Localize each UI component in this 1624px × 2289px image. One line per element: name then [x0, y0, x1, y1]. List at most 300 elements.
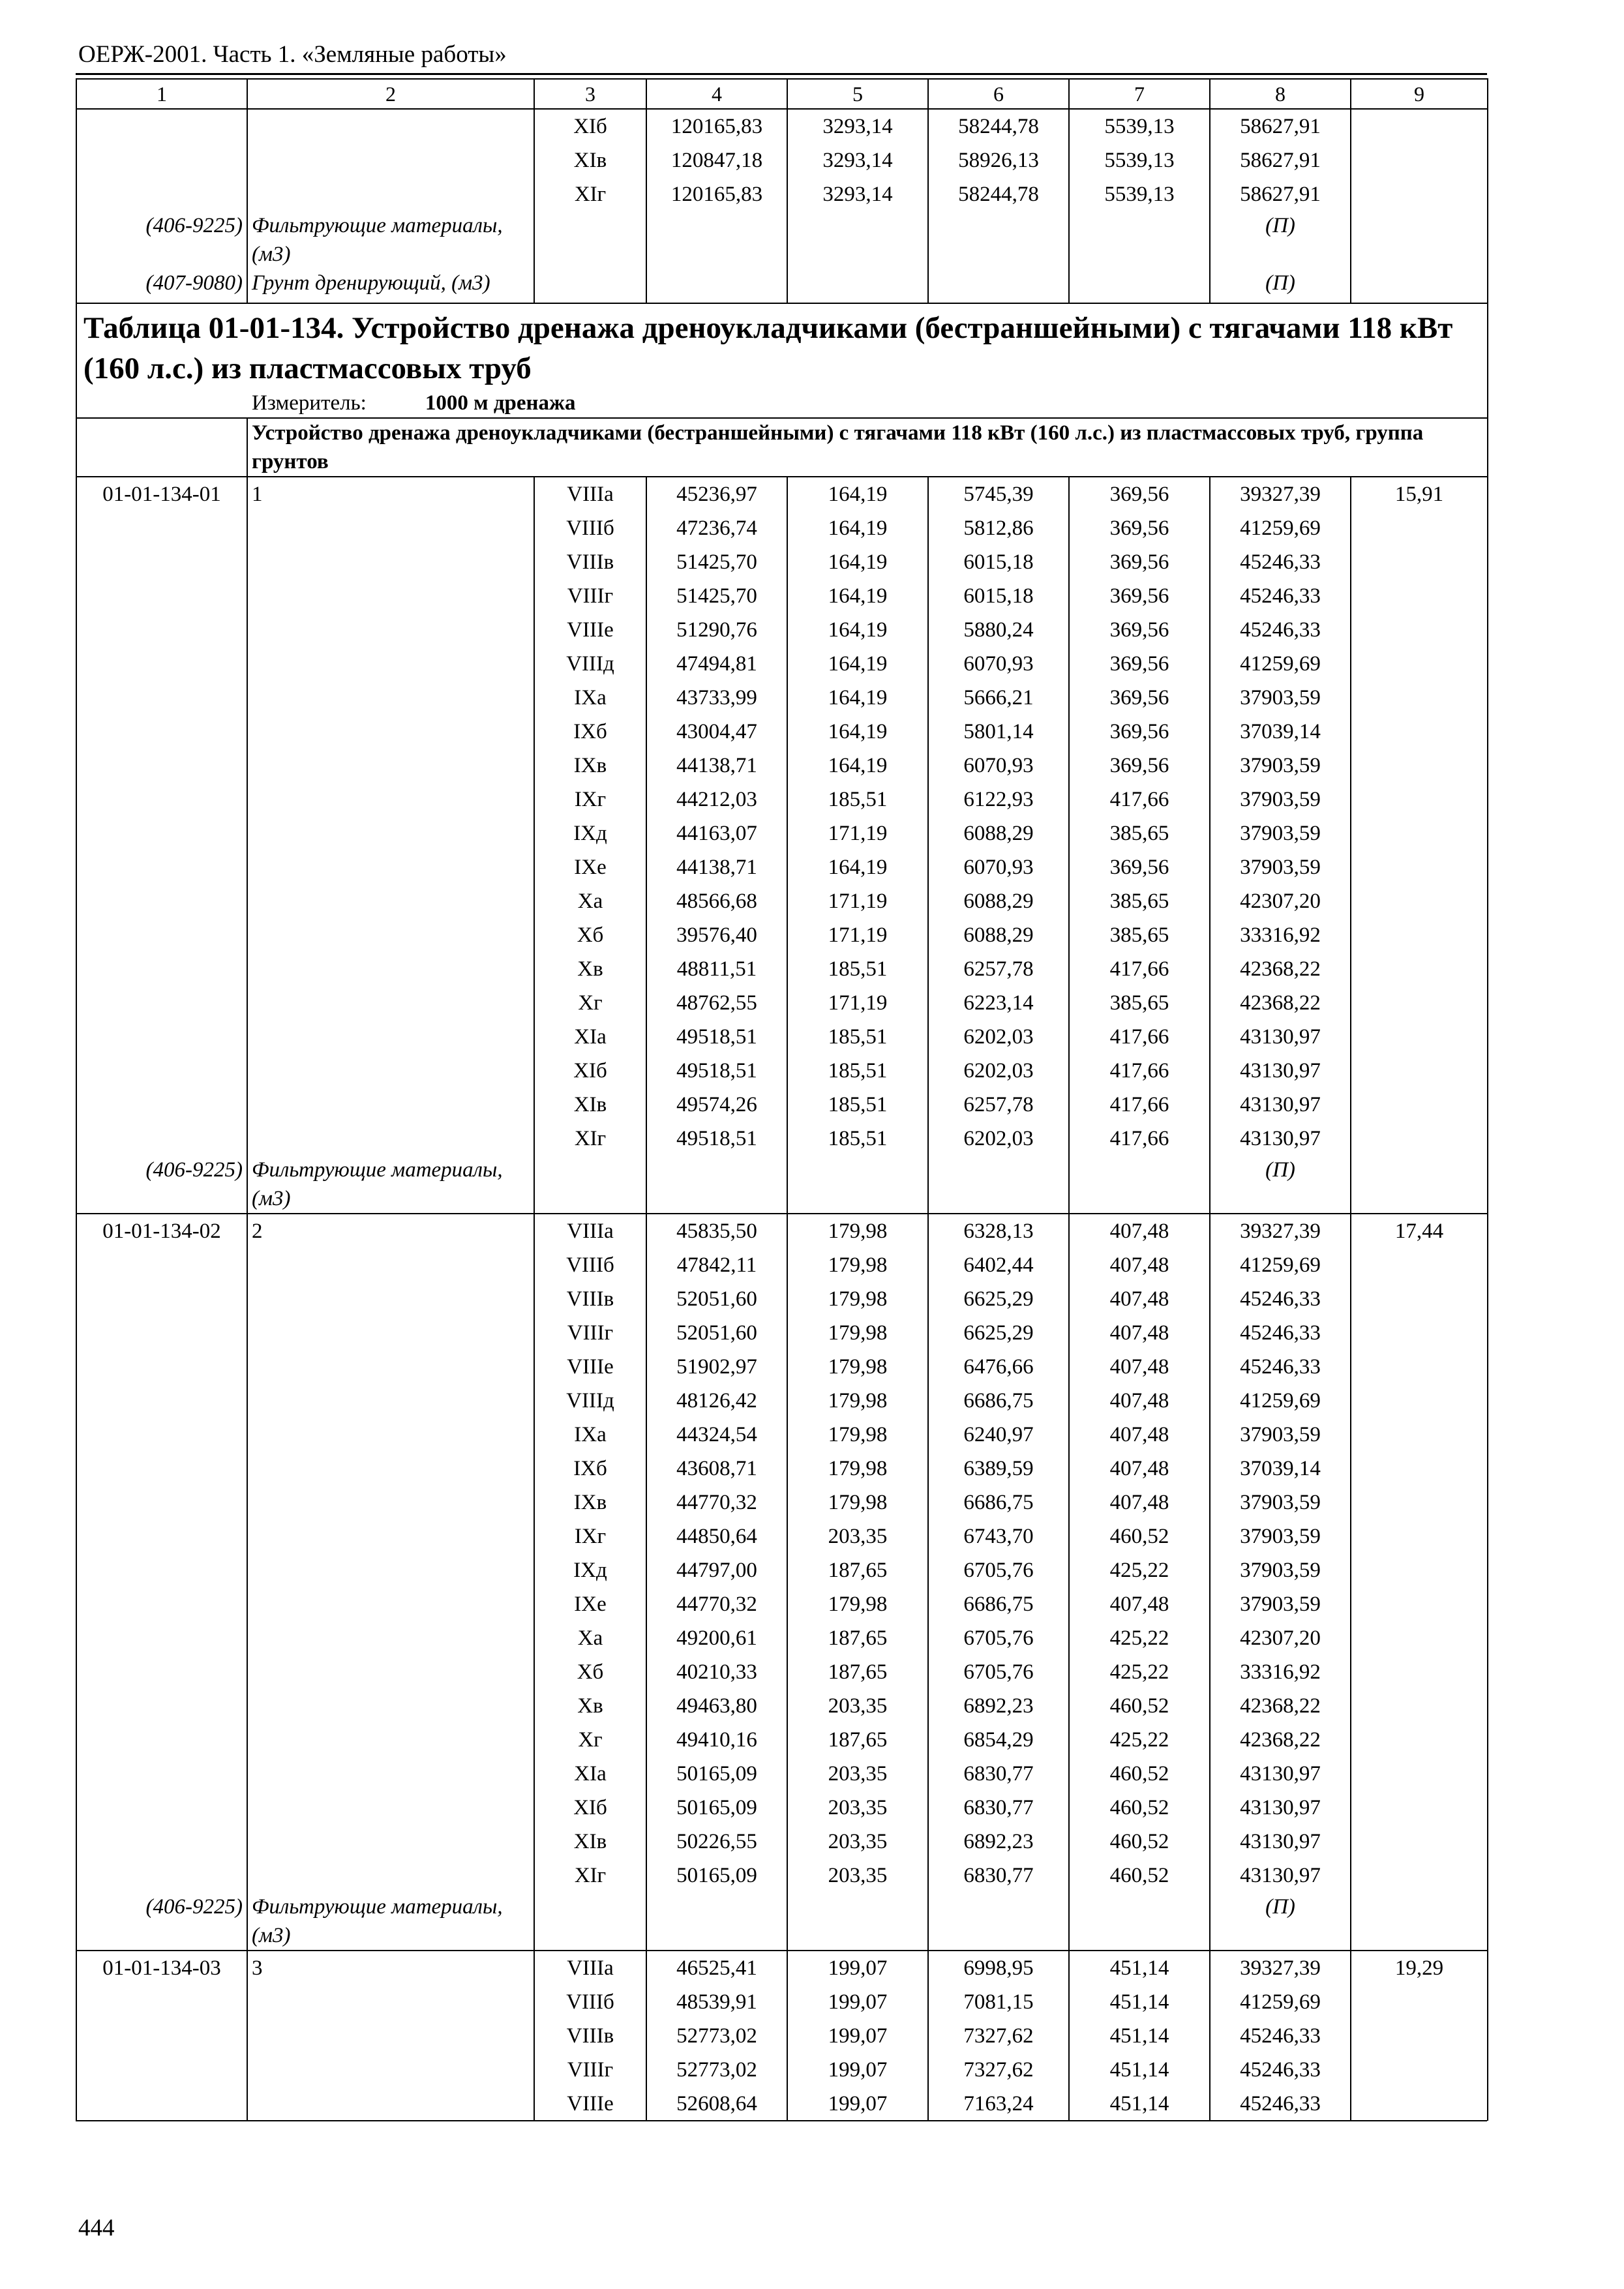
value-cell: 171,19: [787, 816, 928, 850]
column-number: 8: [1210, 79, 1351, 109]
group-cell: [247, 1282, 534, 1316]
col9-cell: [1351, 1486, 1488, 1519]
table-row: [76, 177, 1488, 211]
value-cell: 41259,69: [1210, 1248, 1351, 1282]
table-row: [76, 1214, 1488, 1248]
name-cell: [247, 143, 534, 177]
code-cell: [76, 952, 247, 986]
table-row: [76, 1859, 1488, 1893]
group-cell: [247, 2087, 534, 2121]
table-row: [76, 1951, 1488, 1985]
value-cell: 6625,29: [928, 1282, 1069, 1316]
value-cell: 425,22: [1069, 1621, 1210, 1655]
code-cell: [76, 1825, 247, 1859]
value-cell: 385,65: [1069, 884, 1210, 918]
group-cell: [247, 952, 534, 986]
table-row: [76, 2019, 1488, 2053]
table-row: [76, 884, 1488, 918]
value-cell: 37039,14: [1210, 715, 1351, 749]
material-row: [76, 269, 1488, 303]
col9-cell: [1351, 511, 1488, 545]
value-cell: 50165,09: [646, 1757, 787, 1791]
soil-class-cell: IXв: [534, 749, 646, 783]
table-row: [76, 477, 1488, 511]
group-cell: [247, 986, 534, 1020]
soil-class-cell: VIIIа: [534, 477, 646, 511]
soil-class-cell: IXд: [534, 1553, 646, 1587]
code-cell: [76, 1655, 247, 1689]
col9-cell: [1351, 1757, 1488, 1791]
value-cell: 6892,23: [928, 1825, 1069, 1859]
table-row: [76, 1248, 1488, 1282]
material-row: [76, 1156, 1488, 1214]
table-row: [76, 579, 1488, 613]
value-cell: 39327,39: [1210, 477, 1351, 511]
group-cell: [247, 1553, 534, 1587]
empty-cell: [646, 211, 787, 269]
value-cell: 6686,75: [928, 1384, 1069, 1418]
soil-class-cell: VIIIе: [534, 2087, 646, 2121]
value-cell: 369,56: [1069, 545, 1210, 579]
value-cell: 45246,33: [1210, 1316, 1351, 1350]
value-cell: 369,56: [1069, 613, 1210, 647]
group-cell: [247, 1486, 534, 1519]
value-cell: 6015,18: [928, 579, 1069, 613]
value-cell: 40210,33: [646, 1655, 787, 1689]
column-number: 7: [1069, 79, 1210, 109]
empty-cell: [787, 269, 928, 303]
code-cell: [76, 1350, 247, 1384]
value-cell: 6705,76: [928, 1553, 1069, 1587]
value-cell: 43608,71: [646, 1452, 787, 1486]
code-cell: [76, 1859, 247, 1893]
value-cell: 5745,39: [928, 477, 1069, 511]
table-row: [76, 1350, 1488, 1384]
table-row: [76, 1054, 1488, 1088]
col9-cell: [1351, 1553, 1488, 1587]
soil-class-cell: Xг: [534, 986, 646, 1020]
soil-class-cell: VIIIа: [534, 1951, 646, 1985]
code-cell: [76, 986, 247, 1020]
group-cell: [247, 749, 534, 783]
group-cell: [247, 1757, 534, 1791]
value-cell: 45835,50: [646, 1214, 787, 1248]
value-cell: 6015,18: [928, 545, 1069, 579]
code-cell: [76, 1452, 247, 1486]
table-row: [76, 1452, 1488, 1486]
code-cell: [76, 715, 247, 749]
code-cell: [76, 2053, 247, 2087]
code-cell: [76, 1020, 247, 1054]
table-row: [76, 109, 1488, 143]
value-cell: 417,66: [1069, 1020, 1210, 1054]
value-cell: 39576,40: [646, 918, 787, 952]
table-row: [76, 1757, 1488, 1791]
value-cell: 43130,97: [1210, 1757, 1351, 1791]
col9-cell: [1351, 749, 1488, 783]
soil-class-cell: Xб: [534, 918, 646, 952]
code-cell: [76, 1088, 247, 1122]
code-cell: [76, 1621, 247, 1655]
value-cell: 48566,68: [646, 884, 787, 918]
soil-class-cell: VIIIб: [534, 1248, 646, 1282]
value-cell: 37903,59: [1210, 783, 1351, 816]
table-row: [76, 613, 1488, 647]
soil-class-cell: IXе: [534, 1587, 646, 1621]
value-cell: 37903,59: [1210, 850, 1351, 884]
value-cell: 199,07: [787, 1985, 928, 2019]
value-cell: 164,19: [787, 477, 928, 511]
value-cell: 49200,61: [646, 1621, 787, 1655]
value-cell: 5666,21: [928, 681, 1069, 715]
value-cell: 44770,32: [646, 1587, 787, 1621]
value-cell: 460,52: [1069, 1519, 1210, 1553]
material-name: Фильтрующие материалы, (м3): [247, 211, 534, 269]
col9-cell: [1351, 850, 1488, 884]
table-row: [76, 952, 1488, 986]
value-cell: 33316,92: [1210, 1655, 1351, 1689]
col9-cell: [1351, 545, 1488, 579]
value-cell: 451,14: [1069, 2087, 1210, 2121]
value-cell: 6122,93: [928, 783, 1069, 816]
value-cell: 187,65: [787, 1655, 928, 1689]
value-cell: 37903,59: [1210, 816, 1351, 850]
empty-cell: [646, 269, 787, 303]
code-cell: [76, 783, 247, 816]
value-cell: 48762,55: [646, 986, 787, 1020]
table-row: [76, 1519, 1488, 1553]
value-cell: 50165,09: [646, 1791, 787, 1825]
value-cell: 6686,75: [928, 1587, 1069, 1621]
soil-class-cell: IXе: [534, 850, 646, 884]
value-cell: 58627,91: [1210, 143, 1351, 177]
value-cell: 7327,62: [928, 2053, 1069, 2087]
soil-class-cell: XIа: [534, 1020, 646, 1054]
value-cell: 44797,00: [646, 1553, 787, 1587]
group-heading-cell: [247, 418, 1488, 477]
value-cell: 5539,13: [1069, 143, 1210, 177]
value-cell: 51425,70: [646, 579, 787, 613]
value-cell: 199,07: [787, 2087, 928, 2121]
value-cell: 41259,69: [1210, 647, 1351, 681]
value-cell: 185,51: [787, 952, 928, 986]
value-cell: 451,14: [1069, 2053, 1210, 2087]
code-cell: [76, 1418, 247, 1452]
group-cell: [247, 1122, 534, 1156]
soil-class-cell: XIг: [534, 177, 646, 211]
col9-cell: [1351, 1020, 1488, 1054]
value-cell: 6088,29: [928, 884, 1069, 918]
value-cell: 164,19: [787, 749, 928, 783]
value-cell: 42307,20: [1210, 1621, 1351, 1655]
value-cell: 203,35: [787, 1689, 928, 1723]
value-cell: 425,22: [1069, 1553, 1210, 1587]
code-cell: 01-01-134-03: [76, 1951, 247, 1985]
table-title-row: [76, 303, 1488, 418]
value-cell: 199,07: [787, 2019, 928, 2053]
value-cell: 120165,83: [646, 177, 787, 211]
value-cell: 6625,29: [928, 1316, 1069, 1350]
value-cell: 187,65: [787, 1553, 928, 1587]
group-heading-row: [76, 418, 1488, 477]
value-cell: 199,07: [787, 1951, 928, 1985]
value-cell: 51425,70: [646, 545, 787, 579]
group-cell: [247, 1791, 534, 1825]
soil-class-cell: VIIIг: [534, 1316, 646, 1350]
col9-cell: [1351, 1655, 1488, 1689]
value-cell: 179,98: [787, 1486, 928, 1519]
code-cell: [76, 545, 247, 579]
table-row: [76, 1418, 1488, 1452]
value-cell: 179,98: [787, 1418, 928, 1452]
group-cell: [247, 1248, 534, 1282]
soil-class-cell: XIб: [534, 1054, 646, 1088]
code-cell: [76, 1587, 247, 1621]
value-cell: 52051,60: [646, 1316, 787, 1350]
empty-cell: [928, 1156, 1069, 1214]
col9-cell: [1351, 1282, 1488, 1316]
value-cell: 451,14: [1069, 2019, 1210, 2053]
value-cell: 39327,39: [1210, 1951, 1351, 1985]
col9-cell: [1351, 1587, 1488, 1621]
group-cell: [247, 1825, 534, 1859]
value-cell: 179,98: [787, 1452, 928, 1486]
group-cell: [247, 1587, 534, 1621]
col9-cell: [1351, 783, 1488, 816]
value-cell: 43130,97: [1210, 1825, 1351, 1859]
col9-cell: [1351, 884, 1488, 918]
value-cell: 49518,51: [646, 1122, 787, 1156]
empty-cell: [787, 211, 928, 269]
value-cell: 44212,03: [646, 783, 787, 816]
column-number-row: [76, 79, 1488, 109]
soil-class-cell: XIв: [534, 1825, 646, 1859]
value-cell: 41259,69: [1210, 511, 1351, 545]
column-number: 4: [646, 79, 787, 109]
column-number: 3: [534, 79, 646, 109]
table-row: [76, 986, 1488, 1020]
value-cell: 58627,91: [1210, 109, 1351, 143]
value-cell: 369,56: [1069, 511, 1210, 545]
group-cell: [247, 511, 534, 545]
table-row: [76, 511, 1488, 545]
value-cell: 49518,51: [646, 1020, 787, 1054]
empty-cell: [928, 1893, 1069, 1951]
group-cell: [247, 850, 534, 884]
group-cell: [247, 715, 534, 749]
value-cell: 185,51: [787, 1020, 928, 1054]
value-cell: 6892,23: [928, 1689, 1069, 1723]
soil-class-cell: Xа: [534, 1621, 646, 1655]
unit-line: [81, 389, 1483, 417]
code-cell: [76, 1985, 247, 2019]
value-cell: 6202,03: [928, 1020, 1069, 1054]
soil-class-cell: XIб: [534, 109, 646, 143]
value-cell: 51290,76: [646, 613, 787, 647]
value-cell: 44324,54: [646, 1418, 787, 1452]
soil-class-cell: XIг: [534, 1859, 646, 1893]
code-cell: [76, 511, 247, 545]
table-row: [76, 1791, 1488, 1825]
empty-cell: [1351, 1893, 1488, 1951]
value-cell: 43130,97: [1210, 1054, 1351, 1088]
group-cell: 2: [247, 1214, 534, 1248]
group-cell: [247, 2053, 534, 2087]
soil-class-cell: VIIIд: [534, 647, 646, 681]
value-cell: 185,51: [787, 783, 928, 816]
col9-cell: [1351, 2053, 1488, 2087]
col9-cell: [1351, 143, 1488, 177]
value-cell: 460,52: [1069, 1757, 1210, 1791]
group-cell: 1: [247, 477, 534, 511]
empty-cell: [534, 269, 646, 303]
value-cell: 417,66: [1069, 952, 1210, 986]
col9-cell: [1351, 715, 1488, 749]
value-cell: 42368,22: [1210, 952, 1351, 986]
column-number: 5: [787, 79, 928, 109]
code-cell: 01-01-134-02: [76, 1214, 247, 1248]
header-rule: [76, 73, 1487, 75]
value-cell: 41259,69: [1210, 1384, 1351, 1418]
value-cell: 42368,22: [1210, 986, 1351, 1020]
soil-class-cell: VIIIд: [534, 1384, 646, 1418]
value-cell: 179,98: [787, 1587, 928, 1621]
value-cell: 3293,14: [787, 109, 928, 143]
value-cell: 451,14: [1069, 1985, 1210, 2019]
col9-cell: 15,91: [1351, 477, 1488, 511]
soil-class-cell: XIв: [534, 143, 646, 177]
value-cell: 369,56: [1069, 647, 1210, 681]
value-cell: 45246,33: [1210, 579, 1351, 613]
value-cell: 5801,14: [928, 715, 1069, 749]
table-row: [76, 1316, 1488, 1350]
empty-cell: [787, 1156, 928, 1214]
price-table: [76, 78, 1488, 2121]
value-cell: 164,19: [787, 545, 928, 579]
value-cell: 6743,70: [928, 1519, 1069, 1553]
empty-cell: [646, 1893, 787, 1951]
code-cell: [76, 1248, 247, 1282]
empty-cell: [1351, 1156, 1488, 1214]
col9-cell: [1351, 1248, 1488, 1282]
value-cell: 44138,71: [646, 749, 787, 783]
group-cell: [247, 579, 534, 613]
code-cell: [76, 647, 247, 681]
value-cell: 407,48: [1069, 1350, 1210, 1384]
group-cell: [247, 1985, 534, 2019]
col9-cell: [1351, 1519, 1488, 1553]
value-cell: 47842,11: [646, 1248, 787, 1282]
soil-class-cell: IXа: [534, 1418, 646, 1452]
group-cell: 3: [247, 1951, 534, 1985]
soil-class-cell: XIб: [534, 1791, 646, 1825]
soil-class-cell: IXг: [534, 1519, 646, 1553]
value-cell: 43733,99: [646, 681, 787, 715]
page-header: ОЕРЖ-2001. Часть 1. «Земляные работы»: [78, 41, 507, 68]
group-cell: [247, 2019, 534, 2053]
soil-class-cell: XIг: [534, 1122, 646, 1156]
table-row: [76, 545, 1488, 579]
value-cell: 50226,55: [646, 1825, 787, 1859]
value-cell: 44770,32: [646, 1486, 787, 1519]
value-cell: 5539,13: [1069, 177, 1210, 211]
value-cell: 171,19: [787, 986, 928, 1020]
material-code: (406-9225): [76, 1893, 247, 1951]
group-cell: [247, 1088, 534, 1122]
soil-class-cell: Xа: [534, 884, 646, 918]
group-cell: [247, 1350, 534, 1384]
value-cell: 47236,74: [646, 511, 787, 545]
soil-class-cell: VIIIб: [534, 511, 646, 545]
table-row: [76, 1655, 1488, 1689]
table-row: [76, 1122, 1488, 1156]
group-cell: [247, 783, 534, 816]
col9-cell: [1351, 1054, 1488, 1088]
code-cell: [76, 2087, 247, 2121]
material-name: Фильтрующие материалы, (м3): [247, 1156, 534, 1214]
table-row: [76, 816, 1488, 850]
code-cell: [76, 143, 247, 177]
group-heading: Устройство дренажа дреноукладчиками (бестраншейными) с тягачами 118 кВт (160 л.с.) из пластмассовых труб, группа грунтов: [252, 421, 1424, 473]
value-cell: 58926,13: [928, 143, 1069, 177]
name-cell: [247, 177, 534, 211]
value-cell: 6202,03: [928, 1054, 1069, 1088]
value-cell: 407,48: [1069, 1282, 1210, 1316]
table-row: [76, 1282, 1488, 1316]
soil-class-cell: VIIIе: [534, 613, 646, 647]
soil-class-cell: VIIIв: [534, 1282, 646, 1316]
col9-cell: [1351, 1122, 1488, 1156]
soil-class-cell: XIа: [534, 1757, 646, 1791]
value-cell: 6070,93: [928, 749, 1069, 783]
group-cell: [247, 1859, 534, 1893]
value-cell: 6070,93: [928, 850, 1069, 884]
value-cell: 7163,24: [928, 2087, 1069, 2121]
value-cell: 37039,14: [1210, 1452, 1351, 1486]
value-cell: 6830,77: [928, 1791, 1069, 1825]
value-cell: 43004,47: [646, 715, 787, 749]
code-cell: 01-01-134-01: [76, 477, 247, 511]
soil-class-cell: VIIIв: [534, 545, 646, 579]
value-cell: 179,98: [787, 1214, 928, 1248]
value-cell: 179,98: [787, 1248, 928, 1282]
empty-cell: [1351, 211, 1488, 269]
value-cell: 164,19: [787, 647, 928, 681]
soil-class-cell: IXд: [534, 816, 646, 850]
value-cell: 6705,76: [928, 1655, 1069, 1689]
value-cell: 171,19: [787, 918, 928, 952]
column-number: 2: [247, 79, 534, 109]
material-mark: (П): [1210, 1156, 1351, 1214]
value-cell: 52773,02: [646, 2053, 787, 2087]
page-number: 444: [78, 2215, 115, 2241]
col9-cell: [1351, 1418, 1488, 1452]
table-row: [76, 681, 1488, 715]
col9-cell: [1351, 579, 1488, 613]
soil-class-cell: VIIIв: [534, 2019, 646, 2053]
value-cell: 52608,64: [646, 2087, 787, 2121]
code-cell: [76, 579, 247, 613]
col9-cell: [1351, 1621, 1488, 1655]
code-cell: [76, 1519, 247, 1553]
value-cell: 187,65: [787, 1723, 928, 1757]
code-cell: [76, 1757, 247, 1791]
value-cell: 407,48: [1069, 1486, 1210, 1519]
value-cell: 44138,71: [646, 850, 787, 884]
value-cell: 407,48: [1069, 1214, 1210, 1248]
value-cell: 45246,33: [1210, 1350, 1351, 1384]
code-cell: [76, 884, 247, 918]
